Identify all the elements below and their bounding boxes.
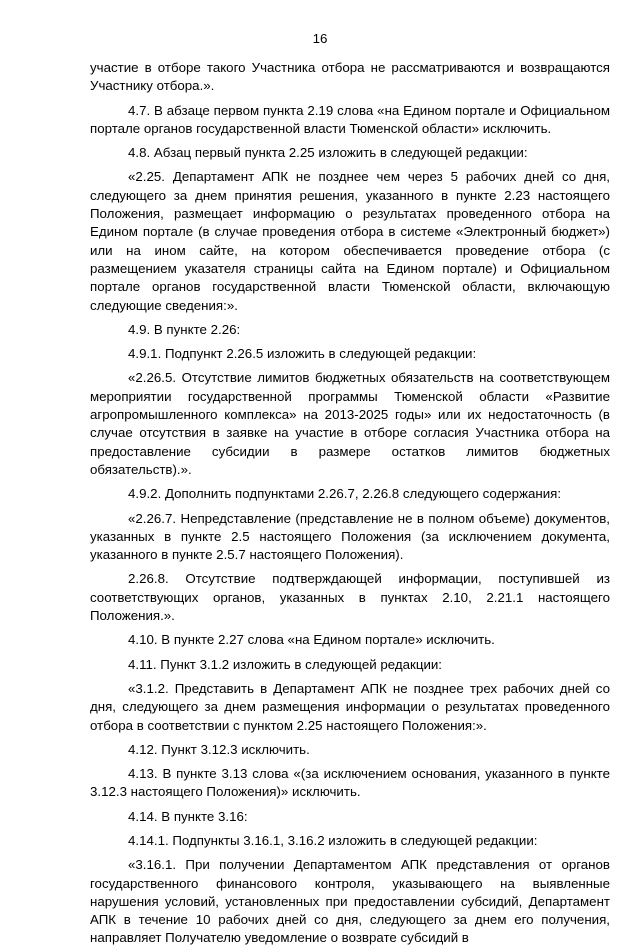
paragraph-2-26-5-quote: «2.26.5. Отсутствие лимитов бюджетных обязательств на соответствующем мероприятии государственной программы Тюменской области «Развитие агропромышленного комплекса» на 2013-2025 годы» или их недостаточность (в случае отсутствия в заявке на участие в отборе согласия Участника отбора на предоставление субсидии в размере остатков лимитов бюджетных обязательств).».	[90, 370, 610, 477]
paragraph-4-9: 4.9. В пункте 2.26:	[128, 321, 241, 337]
paragraph-2-25-quote: «2.25. Департамент АПК не позднее чем через 5 рабочих дней со дня, следующего за днем принятия решения, указанного в пункте 2.23 настоящего Положения, размещает информацию о результатах проведенного отбора на Едином портале (в случае проведения отбора в системе «Электронный бюджет») или на ином сайте, на котором обеспечивается проведение отбора (с размещением указателя страницы сайта на Едином портале) и Официальном портале органов государственной власти Тюменской области, включающую следующие сведения:».	[90, 169, 610, 313]
paragraph-3-1-2-quote: «3.1.2. Представить в Департамент АПК не позднее трех рабочих дней со дня, следующего за днем размещения информации о результатах проведенного отбора в соответствии с пунктом 2.25 настоящего Положения:».	[90, 680, 610, 733]
page-number: 16	[312, 31, 328, 46]
paragraph-2-26-8: 2.26.8. Отсутствие подтверждающей информации, поступившей из соответствующих органов, указанных в пунктах 2.10, 2.21.1 настоящего Положения.».	[90, 571, 610, 624]
document-body	[90, 59, 610, 948]
paragraph-4-9-1: 4.9.1. Подпункт 2.26.5 изложить в следующей редакции:	[128, 346, 477, 362]
paragraph-4-9-2: 4.9.2. Дополнить подпунктами 2.26.7, 2.26.8 следующего содержания:	[128, 486, 562, 502]
paragraph-4-8: 4.8. Абзац первый пункта 2.25 изложить в следующей редакции:	[128, 145, 528, 161]
paragraph-4-11: 4.11. Пункт 3.1.2 изложить в следующей редакции:	[128, 656, 443, 672]
paragraph-4-12: 4.12. Пункт 3.12.3 исключить.	[128, 741, 310, 757]
paragraph-4-14-1: 4.14.1. Подпункты 3.16.1, 3.16.2 изложить в следующей редакции:	[128, 832, 538, 848]
paragraph-4-13: 4.13. В пункте 3.13 слова «(за исключением основания, указанного в пункте 3.12.3 настоящего Положения)» исключить.	[90, 766, 610, 800]
paragraph-continuation: участие в отборе такого Участника отбора не рассматриваются и возвращаются Участнику отбора.».	[90, 60, 610, 94]
paragraph-2-26-7-quote: «2.26.7. Непредставление (представление не в полном объеме) документов, указанных в пункте 2.5 настоящего Положения (за исключением документа, указанного в пункте 2.5.7 настоящего Положения).	[90, 510, 610, 563]
paragraph-3-16-1-quote: «3.16.1. При получении Департаментом АПК представления от органов государственного финансового контроля, указывающего на выявленные нарушения условий, установленных при предоставлении субсидий, Департамент АПК в течение 10 рабочих дней со дня, следующего за днем его получения, направляет Получателю уведомление о возврате субсидий в	[90, 857, 610, 946]
paragraph-4-7: 4.7. В абзаце первом пункта 2.19 слова «на Едином портале и Официальном портале органов государственной власти Тюменской области» исключить.	[90, 102, 610, 136]
paragraph-4-14: 4.14. В пункте 3.16:	[128, 808, 248, 824]
paragraph-4-10: 4.10. В пункте 2.27 слова «на Едином портале» исключить.	[128, 632, 495, 648]
